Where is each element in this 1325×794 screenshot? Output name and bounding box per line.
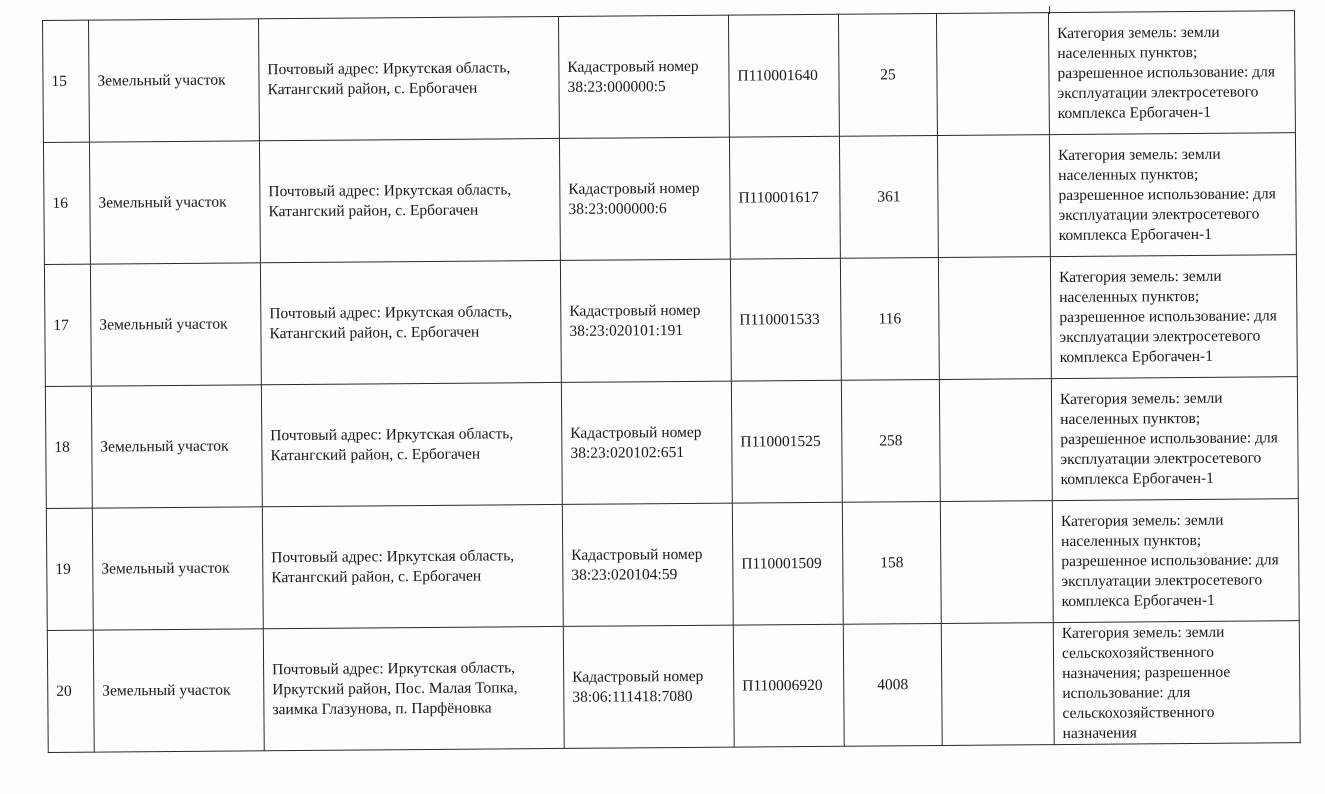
row-number: 20 — [47, 630, 94, 752]
table-wrapper — [42, 10, 1300, 753]
object-type: Земельный участок — [92, 507, 263, 630]
postal-address: Почтовый адрес: Иркутская область, Катангский район, с. Ербогачен — [258, 16, 559, 140]
table-edge-mark — [1049, 6, 1051, 14]
land-category-text: Категория земель: земли населенных пунктов; разрешенное использование: для эксплуатации электросетевого комплекса Ербогачен-1 — [1057, 23, 1275, 122]
land-category-cell — [1052, 499, 1299, 623]
empty-cell — [937, 135, 1050, 258]
empty-cell — [941, 623, 1054, 746]
row-number: 17 — [44, 264, 91, 386]
area-value: 25 — [838, 13, 937, 136]
object-type: Земельный участок — [93, 629, 264, 752]
cadastral-number: Кадастровый номер 38:23:020104:59 — [562, 503, 733, 626]
land-category-cell — [1050, 255, 1297, 379]
land-category-text: Категория земель: земли населенных пунктов; разрешенное использование: для эксплуатации электросетевого комплекса Ербогачен-1 — [1058, 267, 1277, 366]
area-value: 361 — [839, 135, 938, 258]
postal-address: Почтовый адрес: Иркутская область, Катангский район, с. Ербогачен — [260, 260, 561, 384]
inventory-code: П110001617 — [729, 136, 840, 259]
inventory-code: П110001533 — [730, 258, 841, 381]
cadastral-number: Кадастровый номер 38:23:020101:191 — [560, 259, 731, 382]
object-type: Земельный участок — [91, 385, 262, 508]
postal-address: Почтовый адрес: Иркутская область, Иркутский район, Пос. Малая Топка, заимка Глазунова, п. Парфёновка — [263, 626, 564, 750]
cadastral-number: Кадастровый номер 38:06:111418:7080 — [563, 625, 734, 748]
row-number: 19 — [46, 508, 93, 630]
postal-address: Почтовый адрес: Иркутская область, Катангский район, с. Ербогачен — [261, 382, 562, 506]
land-category-cell — [1048, 11, 1295, 135]
postal-address: Почтовый адрес: Иркутская область, Катангский район, с. Ербогачен — [262, 504, 563, 628]
land-category-text: Категория земель: земли населенных пунктов; разрешенное использование: для эксплуатации электросетевого комплекса Ербогачен-1 — [1059, 389, 1278, 488]
area-value: 158 — [842, 501, 941, 624]
inventory-code: П110006920 — [733, 624, 844, 747]
table-row — [43, 11, 1296, 143]
cadastral-number: Кадастровый номер 38:23:000000:5 — [558, 15, 729, 138]
table-row — [43, 133, 1296, 265]
inventory-code: П110001640 — [728, 14, 839, 137]
postal-address: Почтовый адрес: Иркутская область, Катангский район, с. Ербогачен — [259, 138, 560, 262]
land-category-text: Категория земель: земли населенных пунктов; разрешенное использование: для эксплуатации электросетевого комплекса Ербогачен-1 — [1058, 145, 1276, 244]
table-row — [46, 499, 1299, 631]
area-value: 258 — [841, 379, 940, 502]
row-number: 15 — [43, 20, 90, 142]
land-category-text: Категория земель: земли сельскохозяйственного назначения; разрешенное использование: для сельскохозяйственного назначения — [1061, 623, 1231, 742]
land-category-cell — [1053, 621, 1300, 745]
cadastral-number: Кадастровый номер 38:23:020102:651 — [561, 381, 732, 504]
empty-cell — [936, 13, 1049, 136]
empty-cell — [939, 379, 1052, 502]
object-type: Земельный участок — [89, 141, 260, 264]
land-plot-registry-table — [42, 10, 1301, 753]
area-value: 116 — [840, 257, 939, 380]
land-category-cell — [1049, 133, 1296, 257]
table-row — [45, 377, 1298, 509]
row-number: 16 — [43, 142, 90, 264]
cadastral-number: Кадастровый номер 38:23:000000:6 — [559, 137, 730, 260]
row-number: 18 — [45, 386, 92, 508]
empty-cell — [940, 501, 1053, 624]
land-category-cell — [1051, 377, 1298, 501]
area-value: 4008 — [843, 623, 942, 746]
table-row — [44, 255, 1297, 387]
inventory-code: П110001525 — [731, 380, 842, 503]
inventory-code: П110001509 — [732, 502, 843, 625]
object-type: Земельный участок — [90, 263, 261, 386]
empty-cell — [938, 257, 1051, 380]
land-category-text: Категория земель: земли населенных пунктов; разрешенное использование: для эксплуатации электросетевого комплекса Ербогачен-1 — [1060, 511, 1279, 610]
table-row — [47, 621, 1300, 753]
object-type: Земельный участок — [89, 19, 260, 142]
